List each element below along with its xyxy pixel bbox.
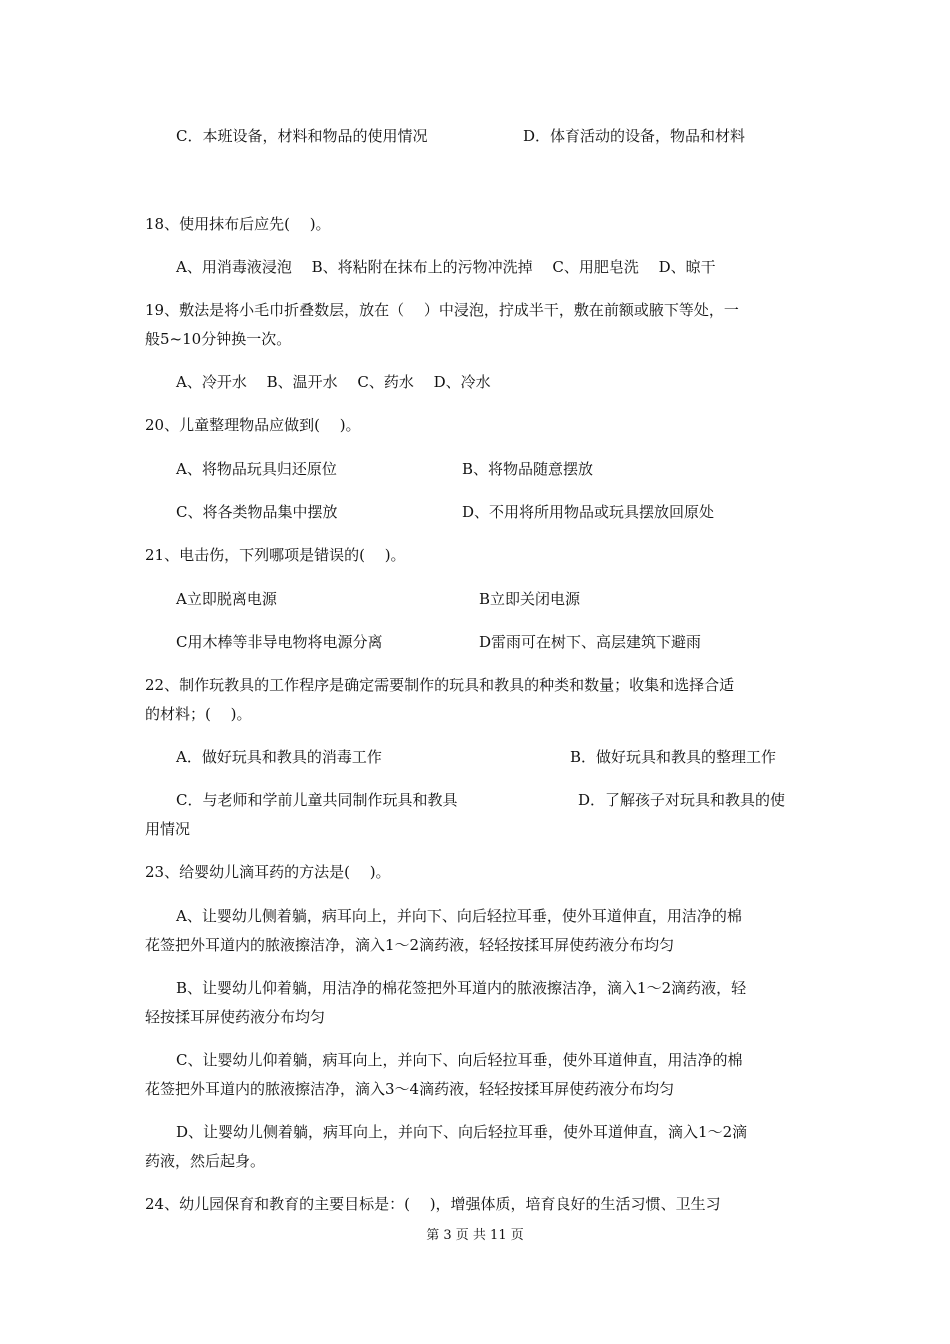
- q21-option-c: C用木棒等非导电物将电源分离: [176, 633, 383, 651]
- q21-option-b: B立即关闭电源: [479, 590, 581, 608]
- q17-option-d: D．体育活动的设备，物品和材料: [523, 127, 746, 145]
- q22-option-d-continued: 用情况: [145, 820, 191, 838]
- q23-option-b-line1: B、让婴幼儿仰着躺，用洁净的棉花签把外耳道内的脓液擦洁净，滴入1～2滴药液，轻: [176, 979, 747, 997]
- q22-stem-line1: 22、制作玩教具的工作程序是确定需要制作的玩具和教具的种类和数量；收集和选择合适: [145, 676, 735, 694]
- q23-option-b-line2: 轻按揉耳屏使药液分布均匀: [145, 1008, 326, 1026]
- q22-option-c: C．与老师和学前儿童共同制作玩具和教具: [176, 791, 458, 809]
- q23-option-d-line2: 药液，然后起身。: [145, 1152, 266, 1170]
- page-number-footer: 第 3 页 共 11 页: [426, 1228, 524, 1243]
- q23-option-a-line1: A、让婴幼儿侧着躺，病耳向上，并向下、向后轻拉耳垂，使外耳道伸直，用洁净的棉: [176, 907, 742, 925]
- q24-stem-line1: 24、幼儿园保育和教育的主要目标是：( )，增强体质，培育良好的生活习惯、卫生习: [145, 1195, 721, 1213]
- q22-stem-line2: 的材料；( )。: [145, 705, 252, 723]
- q19-stem-line2: 般5~10分钟换一次。: [145, 330, 292, 348]
- q22-option-a: A．做好玩具和教具的消毒工作: [176, 748, 382, 766]
- q18-options: A、用消毒液浸泡 B、将粘附在抹布上的污物冲洗掉 C、用肥皂洗 D、晾干: [176, 258, 716, 276]
- q22-option-b: B．做好玩具和教具的整理工作: [570, 748, 777, 766]
- q21-option-a: A立即脱离电源: [176, 590, 277, 608]
- q17-option-c: C．本班设备，材料和物品的使用情况: [176, 127, 428, 145]
- q23-stem: 23、给婴幼儿滴耳药的方法是( )。: [145, 863, 391, 881]
- q19-stem-line1: 19、敷法是将小毛巾折叠数层，放在（ ）中浸泡，拧成半干，敷在前额或腋下等处，一: [145, 301, 739, 319]
- q20-option-c: C、将各类物品集中摆放: [176, 503, 338, 521]
- q18-stem: 18、使用抹布后应先( )。: [145, 215, 331, 233]
- q21-stem: 21、电击伤，下列哪项是错误的( )。: [145, 546, 406, 564]
- q23-option-a-line2: 花签把外耳道内的脓液擦洁净，滴入1～2滴药液，轻轻按揉耳屏使药液分布均匀: [145, 936, 675, 954]
- q21-option-d: D雷雨可在树下、高层建筑下避雨: [479, 633, 702, 651]
- q20-stem: 20、儿童整理物品应做到( )。: [145, 416, 361, 434]
- q23-option-c-line1: C、让婴幼儿仰着躺，病耳向上，并向下、向后轻拉耳垂，使外耳道伸直，用洁净的棉: [176, 1051, 743, 1069]
- q23-option-d-line1: D、让婴幼儿侧着躺，病耳向上，并向下、向后轻拉耳垂，使外耳道伸直，滴入1～2滴: [176, 1123, 748, 1141]
- q20-option-a: A、将物品玩具归还原位: [176, 460, 337, 478]
- q20-option-b: B、将物品随意摆放: [462, 460, 594, 478]
- q22-option-d: D．了解孩子对玩具和教具的使: [578, 791, 786, 809]
- q19-options: A、冷开水 B、温开水 C、药水 D、冷水: [176, 373, 491, 391]
- q20-option-d: D、不用将所用物品或玩具摆放回原处: [462, 503, 715, 521]
- q23-option-c-line2: 花签把外耳道内的脓液擦洁净，滴入3～4滴药液，轻轻按揉耳屏使药液分布均匀: [145, 1080, 675, 1098]
